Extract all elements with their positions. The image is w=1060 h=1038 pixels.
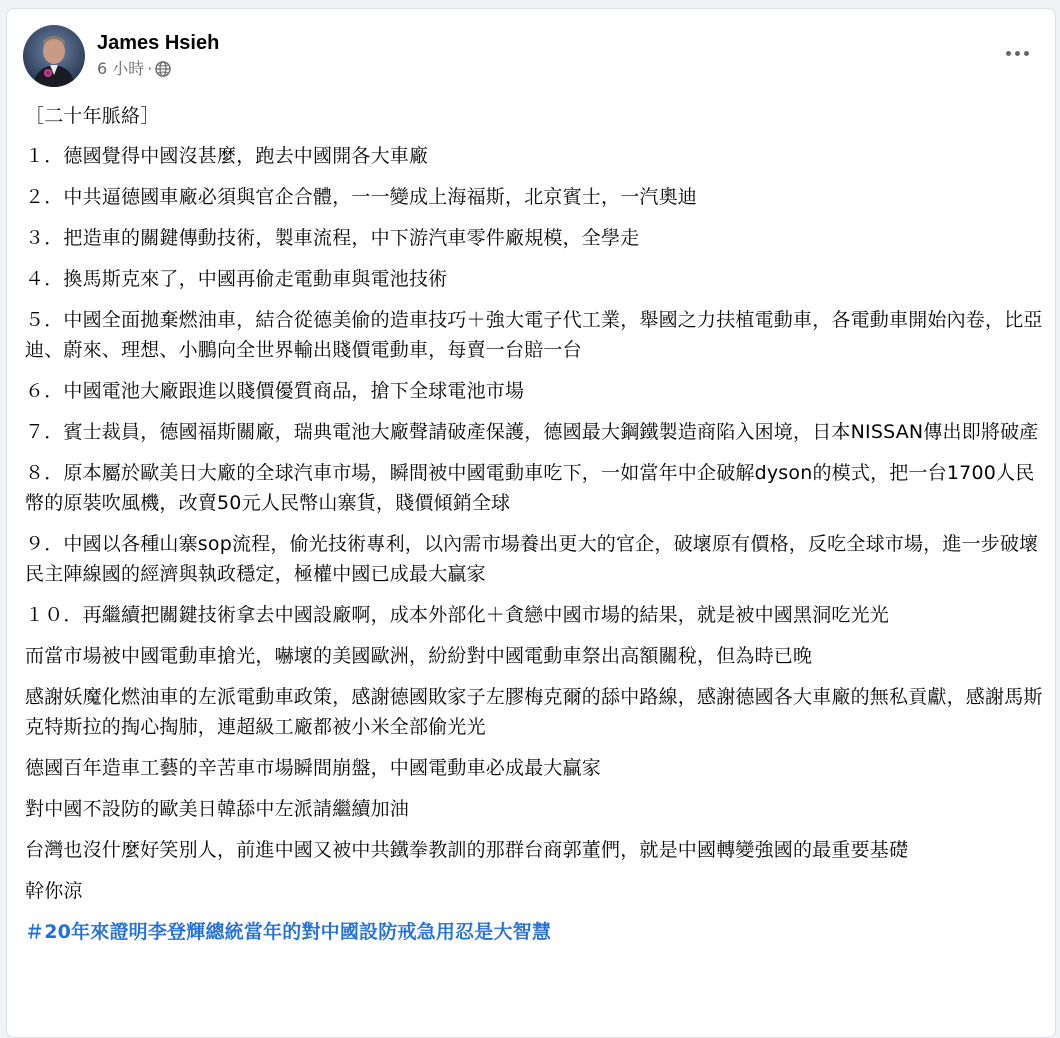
post-paragraph: ２．中共逼德國車廠必須與官企合體，一一變成上海福斯，北京賓士，一汽奧迪 (25, 186, 698, 208)
post-paragraph: １０．再繼續把關鍵技術拿去中國設廠啊，成本外部化＋貪戀中國市場的結果，就是被中國黑洞吃光光 (25, 604, 890, 626)
post-paragraph: １．德國覺得中國沒甚麼，跑去中國開各大車廠 (25, 145, 429, 167)
avatar[interactable] (23, 25, 85, 87)
more-dot (1024, 51, 1029, 56)
post-paragraph: ４．換馬斯克來了，中國再偷走電動車與電池技術 (25, 268, 448, 290)
more-dot (1006, 51, 1011, 56)
author-name[interactable]: James Hsieh (97, 32, 220, 54)
more-options-icon[interactable] (999, 35, 1035, 71)
post-time[interactable]: 6 小時 (97, 59, 145, 78)
post-paragraph: ３．把造車的關鍵傳動技術，製車流程，中下游汽車零件廠規模，全學走 (25, 227, 640, 249)
post-paragraph: 台灣也沒什麼好笑別人，前進中國又被中共鐵拳教訓的那群台商郭董們，就是中國轉變強國的最重要基礎 (25, 839, 909, 861)
post-paragraph: ５．中國全面拋棄燃油車，結合從德美偷的造車技巧＋強大電子代工業，舉國之力扶植電動車，各電動車開始內卷，比亞迪、蔚來、理想、小鵬向全世界輸出賤價電動車，每賣一台賠一台 (25, 309, 1043, 361)
more-dot (1015, 51, 1020, 56)
meta-separator: · (147, 59, 153, 78)
post-paragraph: ７．賓士裁員，德國福斯關廠，瑞典電池大廠聲請破產保護，德國最大鋼鐵製造商陷入困境，日本NISSAN傳出即將破產 (25, 421, 1039, 443)
post-paragraph: ９．中國以各種山寨sop流程，偷光技術專利，以內需市場養出更大的官企，破壞原有價格，反吃全球市場，進一步破壞民主陣線國的經濟與執政穩定，極權中國已成最大贏家 (25, 533, 1039, 585)
post-meta (97, 59, 219, 79)
hashtag-link[interactable]: ＃20年來證明李登輝總統當年的對中國設防戒急用忍是大智慧 (25, 921, 552, 943)
post-content (25, 101, 1045, 958)
post-paragraph: 德國百年造車工藝的辛苦車市場瞬間崩盤，中國電動車必成最大贏家 (25, 757, 602, 779)
post-paragraph: ８．原本屬於歐美日大廠的全球汽車市場，瞬間被中國電動車吃下，一如當年中企破解dyson的模式，把一台1700人民幣的原裝吹風機，改賣50元人民幣山寨貨，賤價傾銷全球 (25, 462, 1035, 514)
globe-icon[interactable] (155, 61, 171, 77)
post-title-line: ［二十年脈絡］ (25, 105, 160, 127)
avatar-image (23, 25, 85, 87)
post-card (6, 8, 1056, 1038)
author-block (97, 25, 219, 79)
post-paragraph: ６．中國電池大廠跟進以賤價優質商品，搶下全球電池市場 (25, 380, 525, 402)
post-paragraph: 幹你涼 (25, 880, 83, 902)
post-paragraph: 而當市場被中國電動車搶光，嚇壞的美國歐洲，紛紛對中國電動車祭出高額關稅，但為時已晚 (25, 645, 813, 667)
post-paragraph: 感謝妖魔化燃油車的左派電動車政策，感謝德國敗家子左膠梅克爾的舔中路線，感謝德國各大車廠的無私貢獻，感謝馬斯克特斯拉的掏心掏肺，連超級工廠都被小米全部偷光光 (25, 686, 1043, 738)
post-paragraph: 對中國不設防的歐美日韓舔中左派請繼續加油 (25, 798, 410, 820)
post-header (23, 25, 219, 87)
